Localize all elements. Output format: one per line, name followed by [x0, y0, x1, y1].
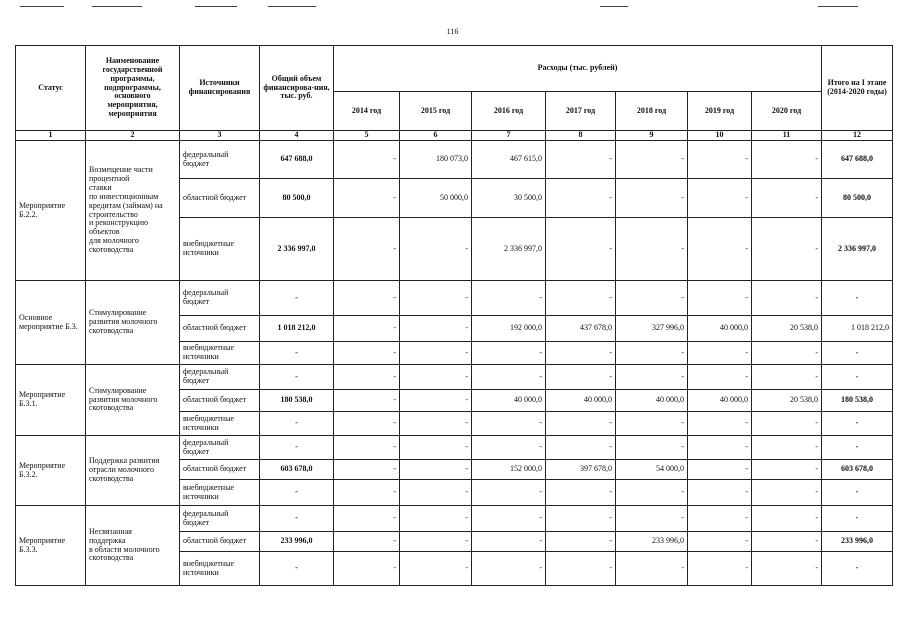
column-number: 5	[334, 131, 400, 141]
measure-name-cell: Стимулирование развития молочного скотоводства	[86, 281, 180, 365]
year-value-cell: -	[472, 552, 546, 586]
status-cell: Мероприятие Б.3.1.	[16, 365, 86, 436]
top-edge-line	[195, 6, 237, 7]
source-cell: внебюджетные источники	[180, 342, 260, 365]
source-cell: областной бюджет	[180, 532, 260, 552]
column-number: 10	[688, 131, 752, 141]
total-volume-cell: -	[260, 281, 334, 316]
year-value-cell: 152 000,0	[472, 460, 546, 480]
total-volume-cell: 603 678,0	[260, 460, 334, 480]
year-value-cell: -	[752, 218, 822, 281]
column-number: 9	[616, 131, 688, 141]
year-value-cell: 40 000,0	[616, 390, 688, 412]
top-edge-line	[600, 6, 628, 7]
table-row	[16, 365, 893, 390]
source-cell: внебюджетные источники	[180, 412, 260, 436]
year-value-cell: -	[616, 552, 688, 586]
year-value-cell: -	[472, 281, 546, 316]
year-value-cell: 437 678,0	[546, 316, 616, 342]
year-value-cell: -	[688, 179, 752, 218]
year-value-cell: -	[752, 480, 822, 506]
year-value-cell: -	[334, 412, 400, 436]
year-value-cell: -	[752, 141, 822, 179]
column-number: 12	[822, 131, 893, 141]
year-value-cell: -	[752, 281, 822, 316]
year-value-cell: -	[752, 506, 822, 532]
year-value-cell: -	[616, 281, 688, 316]
year-value-cell: 180 073,0	[400, 141, 472, 179]
table-row	[16, 506, 893, 532]
grand-total-cell: 80 500,0	[822, 179, 893, 218]
year-value-cell: 30 500,0	[472, 179, 546, 218]
year-value-cell: 40 000,0	[472, 390, 546, 412]
year-value-cell: -	[752, 179, 822, 218]
grand-total-cell: -	[822, 506, 893, 532]
column-number: 11	[752, 131, 822, 141]
header-expenses: Расходы (тыс. рублей)	[334, 46, 822, 92]
year-value-cell: -	[546, 342, 616, 365]
year-value-cell: -	[400, 390, 472, 412]
year-value-cell: -	[688, 460, 752, 480]
measure-name-cell: Поддержка развития отрасли молочного скотоводства	[86, 436, 180, 506]
header-name: Наименование государственной программы, подпрограммы, основного мероприятия, мероприятия	[86, 46, 180, 131]
year-value-cell: -	[688, 141, 752, 179]
year-value-cell: -	[334, 179, 400, 218]
year-value-cell: -	[472, 412, 546, 436]
grand-total-cell: -	[822, 342, 893, 365]
total-volume-cell: -	[260, 365, 334, 390]
top-edge-line	[818, 6, 858, 7]
year-value-cell: -	[334, 552, 400, 586]
source-cell: областной бюджет	[180, 179, 260, 218]
source-cell: областной бюджет	[180, 460, 260, 480]
grand-total-cell: -	[822, 552, 893, 586]
measure-name-cell: Возмещение части процентной ставки по инвестиционным кредитам (займам) на строительство и реконструкцию объектов для молочного скотоводства	[86, 141, 180, 281]
header-year: 2015 год	[400, 92, 472, 131]
total-volume-cell: -	[260, 480, 334, 506]
header-year: 2014 год	[334, 92, 400, 131]
year-value-cell: -	[752, 436, 822, 460]
total-volume-cell: -	[260, 552, 334, 586]
top-edge-line	[20, 6, 64, 7]
year-value-cell: -	[400, 460, 472, 480]
year-value-cell: -	[472, 532, 546, 552]
table-row	[16, 436, 893, 460]
year-value-cell: -	[472, 342, 546, 365]
source-cell: федеральный бюджет	[180, 506, 260, 532]
year-value-cell: -	[616, 179, 688, 218]
year-value-cell: -	[400, 316, 472, 342]
year-value-cell: 40 000,0	[546, 390, 616, 412]
year-value-cell: -	[546, 480, 616, 506]
year-value-cell: -	[616, 141, 688, 179]
column-number: 6	[400, 131, 472, 141]
top-edge-line	[92, 6, 142, 7]
grand-total-cell: 2 336 997,0	[822, 218, 893, 281]
year-value-cell: -	[688, 281, 752, 316]
status-cell: Мероприятие Б.3.2.	[16, 436, 86, 506]
year-value-cell: -	[472, 365, 546, 390]
source-cell: внебюджетные источники	[180, 552, 260, 586]
grand-total-cell: -	[822, 365, 893, 390]
year-value-cell: -	[546, 506, 616, 532]
source-cell: федеральный бюджет	[180, 281, 260, 316]
total-volume-cell: 2 336 997,0	[260, 218, 334, 281]
column-number: 2	[86, 131, 180, 141]
year-value-cell: -	[400, 552, 472, 586]
year-value-cell: -	[546, 281, 616, 316]
year-value-cell: -	[400, 480, 472, 506]
year-value-cell: -	[688, 342, 752, 365]
total-volume-cell: -	[260, 436, 334, 460]
year-value-cell: 50 000,0	[400, 179, 472, 218]
column-number: 8	[546, 131, 616, 141]
year-value-cell: -	[616, 365, 688, 390]
year-value-cell: -	[752, 532, 822, 552]
total-volume-cell: 233 996,0	[260, 532, 334, 552]
year-value-cell: -	[400, 218, 472, 281]
header-year: 2020 год	[752, 92, 822, 131]
year-value-cell: -	[688, 218, 752, 281]
year-value-cell: -	[334, 506, 400, 532]
grand-total-cell: -	[822, 480, 893, 506]
table-row	[16, 141, 893, 179]
year-value-cell: -	[546, 365, 616, 390]
year-value-cell: -	[752, 365, 822, 390]
year-value-cell: -	[546, 412, 616, 436]
year-value-cell: -	[400, 412, 472, 436]
year-value-cell: -	[616, 412, 688, 436]
header-total-volume: Общий объем финансирова-ния, тыс. руб.	[260, 46, 334, 131]
year-value-cell: -	[334, 532, 400, 552]
status-cell: Мероприятие Б.3.3.	[16, 506, 86, 586]
year-value-cell: -	[400, 436, 472, 460]
year-value-cell: -	[752, 342, 822, 365]
source-cell: федеральный бюджет	[180, 365, 260, 390]
grand-total-cell: -	[822, 436, 893, 460]
budget-table	[15, 45, 893, 586]
column-number: 1	[16, 131, 86, 141]
header-year: 2018 год	[616, 92, 688, 131]
measure-name-cell: Несвязанная поддержка в области молочного скотоводства	[86, 506, 180, 586]
year-value-cell: -	[616, 218, 688, 281]
header-year: 2019 год	[688, 92, 752, 131]
year-value-cell: -	[688, 436, 752, 460]
page-number: 116	[446, 27, 459, 36]
year-value-cell: -	[616, 480, 688, 506]
year-value-cell: -	[334, 460, 400, 480]
header-grand-total: Итого на I этапе (2014-2020 годы)	[822, 46, 893, 131]
total-volume-cell: 80 500,0	[260, 179, 334, 218]
year-value-cell: -	[752, 552, 822, 586]
year-value-cell: -	[334, 316, 400, 342]
total-volume-cell: 1 018 212,0	[260, 316, 334, 342]
year-value-cell: -	[688, 552, 752, 586]
grand-total-cell: 603 678,0	[822, 460, 893, 480]
table-row	[16, 281, 893, 316]
total-volume-cell: -	[260, 412, 334, 436]
source-cell: федеральный бюджет	[180, 141, 260, 179]
total-volume-cell: -	[260, 342, 334, 365]
year-value-cell: -	[546, 179, 616, 218]
year-value-cell: -	[752, 412, 822, 436]
grand-total-cell: -	[822, 412, 893, 436]
grand-total-cell: 1 018 212,0	[822, 316, 893, 342]
year-value-cell: -	[472, 436, 546, 460]
year-value-cell: -	[334, 218, 400, 281]
year-value-cell: -	[688, 412, 752, 436]
year-value-cell: -	[472, 480, 546, 506]
status-cell: Основное мероприятие Б.3.	[16, 281, 86, 365]
header-year: 2016 год	[472, 92, 546, 131]
source-cell: областной бюджет	[180, 316, 260, 342]
source-cell: федеральный бюджет	[180, 436, 260, 460]
year-value-cell: -	[546, 141, 616, 179]
year-value-cell: -	[688, 480, 752, 506]
year-value-cell: -	[334, 390, 400, 412]
year-value-cell: -	[616, 342, 688, 365]
grand-total-cell: 180 538,0	[822, 390, 893, 412]
year-value-cell: -	[400, 365, 472, 390]
source-cell: внебюджетные источники	[180, 480, 260, 506]
total-volume-cell: 647 688,0	[260, 141, 334, 179]
grand-total-cell: 233 996,0	[822, 532, 893, 552]
grand-total-cell: -	[822, 281, 893, 316]
year-value-cell: -	[688, 532, 752, 552]
year-value-cell: -	[616, 436, 688, 460]
year-value-cell: 327 996,0	[616, 316, 688, 342]
top-edge-line	[268, 6, 316, 7]
column-number: 3	[180, 131, 260, 141]
year-value-cell: 40 000,0	[688, 390, 752, 412]
year-value-cell: 20 538,0	[752, 316, 822, 342]
year-value-cell: -	[546, 552, 616, 586]
year-value-cell: -	[546, 532, 616, 552]
year-value-cell: -	[334, 342, 400, 365]
year-value-cell: -	[400, 532, 472, 552]
year-value-cell: -	[688, 506, 752, 532]
year-value-cell: -	[752, 460, 822, 480]
year-value-cell: 2 336 997,0	[472, 218, 546, 281]
year-value-cell: 467 615,0	[472, 141, 546, 179]
column-number: 4	[260, 131, 334, 141]
year-value-cell: -	[334, 141, 400, 179]
year-value-cell: -	[334, 436, 400, 460]
year-value-cell: 20 538,0	[752, 390, 822, 412]
column-number-row	[16, 131, 893, 141]
year-value-cell: -	[400, 281, 472, 316]
grand-total-cell: 647 688,0	[822, 141, 893, 179]
year-value-cell: 54 000,0	[616, 460, 688, 480]
source-cell: областной бюджет	[180, 390, 260, 412]
year-value-cell: 192 000,0	[472, 316, 546, 342]
year-value-cell: -	[400, 506, 472, 532]
total-volume-cell: 180 538,0	[260, 390, 334, 412]
year-value-cell: -	[616, 506, 688, 532]
year-value-cell: 40 000,0	[688, 316, 752, 342]
column-number: 7	[472, 131, 546, 141]
year-value-cell: 233 996,0	[616, 532, 688, 552]
year-value-cell: 397 678,0	[546, 460, 616, 480]
total-volume-cell: -	[260, 506, 334, 532]
header-sources: Источники финансирования	[180, 46, 260, 131]
year-value-cell: -	[688, 365, 752, 390]
header-year: 2017 год	[546, 92, 616, 131]
year-value-cell: -	[546, 218, 616, 281]
measure-name-cell: Стимулирование развития молочного скотоводства	[86, 365, 180, 436]
year-value-cell: -	[334, 281, 400, 316]
source-cell: внебюджетные источники	[180, 218, 260, 281]
status-cell: Мероприятие Б.2.2.	[16, 141, 86, 281]
year-value-cell: -	[400, 342, 472, 365]
header-status: Статус	[16, 46, 86, 131]
year-value-cell: -	[334, 480, 400, 506]
year-value-cell: -	[334, 365, 400, 390]
year-value-cell: -	[546, 436, 616, 460]
year-value-cell: -	[472, 506, 546, 532]
